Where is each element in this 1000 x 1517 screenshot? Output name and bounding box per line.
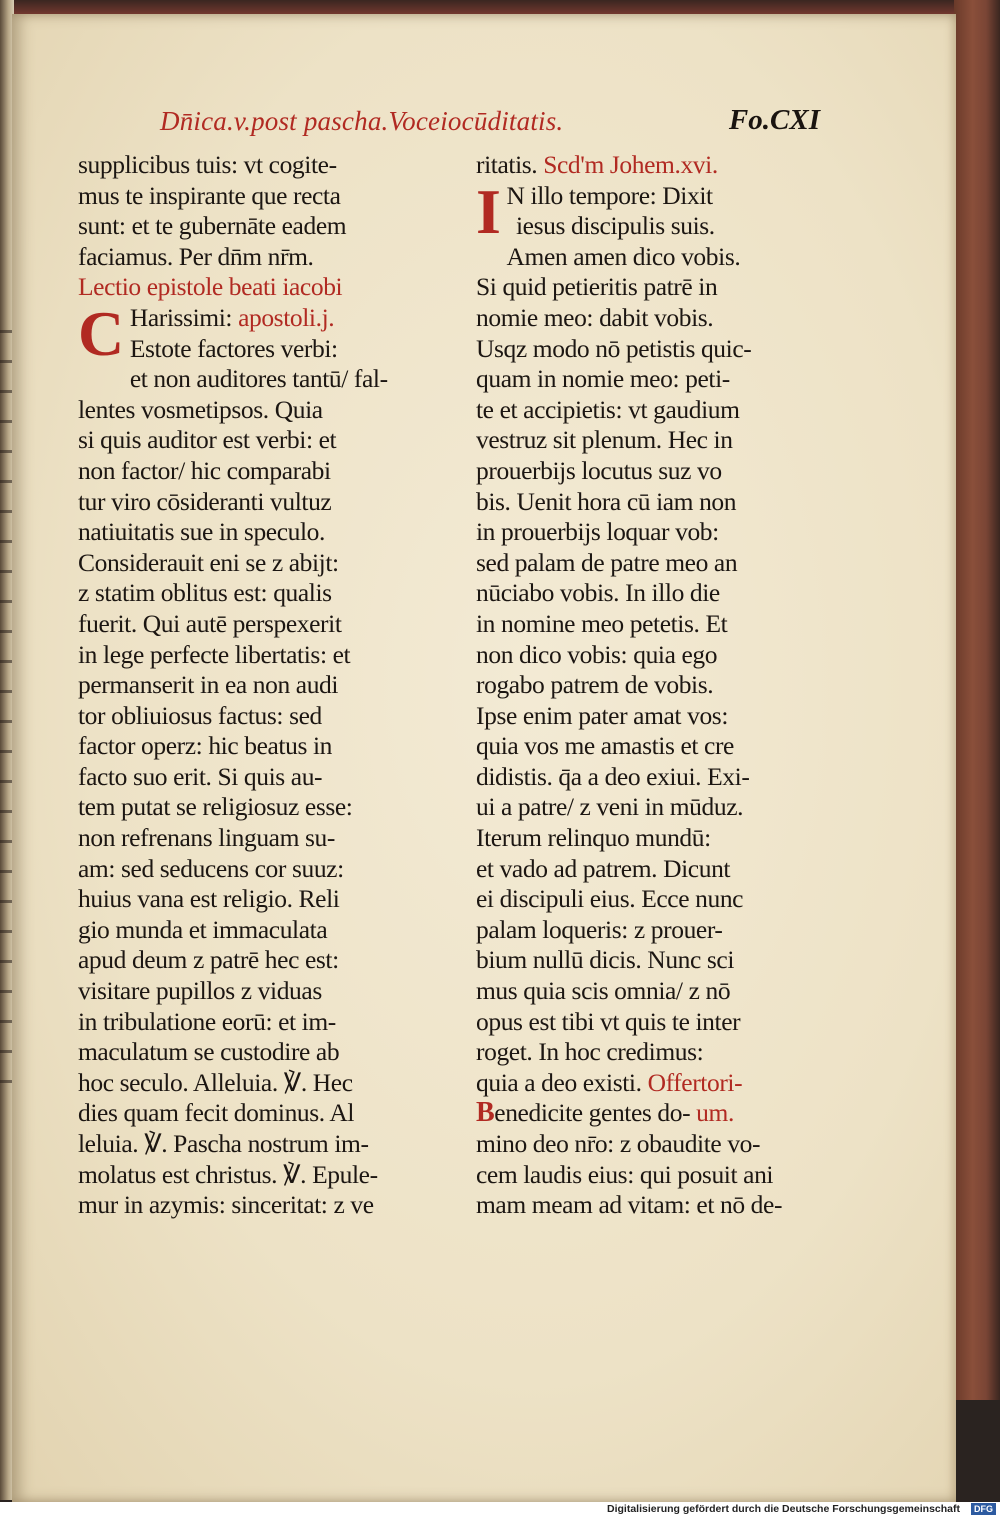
text-line — [78, 1007, 418, 1038]
line-text: rogabo patrem de vobis. — [476, 670, 714, 700]
line-text: huius vana est religio. Reli — [78, 884, 340, 914]
page-header — [160, 100, 820, 148]
line-text: si quis auditor est verbi: et — [78, 425, 337, 455]
text-line — [78, 670, 418, 701]
line-text: Ipse enim pater amat vos: — [476, 700, 728, 730]
line-text: quia a deo existi. — [476, 1067, 648, 1097]
book-cover-board — [954, 0, 1000, 1400]
line-text: permanserit in ea non audi — [78, 670, 339, 700]
text-line — [476, 548, 816, 579]
text-line — [476, 578, 816, 609]
text-line — [476, 670, 816, 701]
line-text: lentes vosmetipsos. Quia — [78, 394, 323, 424]
text-line — [476, 915, 816, 946]
text-line — [78, 242, 418, 273]
line-text: cem laudis eius: qui posuit ani — [476, 1159, 774, 1189]
rubric-text: Offertori- — [647, 1067, 743, 1097]
text-line — [476, 884, 816, 915]
text-line — [476, 945, 816, 976]
running-title: Dn̄ica.v.post pascha.Voceiocūditatis. — [160, 106, 564, 136]
line-text: prouerbijs locutus suz vo — [476, 455, 722, 485]
text-line — [476, 1129, 816, 1160]
text-line — [476, 792, 816, 823]
text-line — [476, 211, 816, 242]
text-line — [78, 1098, 418, 1129]
text-column-right — [476, 150, 816, 1221]
rubric-text: um. — [690, 1098, 734, 1128]
text-line — [476, 1098, 816, 1129]
line-text: non refrenans linguam su- — [78, 823, 335, 853]
line-text: gio munda et immaculata — [78, 914, 328, 944]
text-line — [476, 334, 816, 365]
text-line — [476, 272, 816, 303]
text-line — [476, 823, 816, 854]
line-text: et vado ad patrem. Dicunt — [476, 853, 731, 883]
line-text: iesus discipulis suis. — [516, 211, 715, 241]
line-text: ui a patre/ z veni in mūduz. — [476, 792, 744, 822]
rubric-text: Scd'm Johem.xvi. — [543, 150, 718, 179]
text-line — [476, 701, 816, 732]
text-line — [78, 976, 418, 1007]
line-text: sunt: et te gubernāte eadem — [78, 211, 347, 241]
text-line — [78, 945, 418, 976]
line-text: in tribulatione eorū: et im- — [78, 1006, 336, 1036]
line-text: mus quia scis omnia/ z nō — [476, 976, 731, 1006]
adjacent-page-text-edge — [0, 330, 12, 1090]
text-line — [78, 272, 418, 303]
line-text: non factor/ hic comparabi — [78, 455, 331, 485]
line-text: roget. In hoc credimus: — [476, 1037, 704, 1067]
line-text: molatus est christus. ℣. Epule- — [78, 1159, 378, 1189]
text-line — [78, 915, 418, 946]
line-text: in nomine meo petetis. Et — [476, 608, 728, 638]
text-line — [476, 731, 816, 762]
text-line — [78, 150, 418, 181]
rubricated-initial: I — [476, 175, 501, 247]
line-text: in prouerbijs loquar vob: — [476, 517, 719, 547]
text-line — [476, 487, 816, 518]
line-text: hoc seculo. Alleluia. ℣. Hec — [78, 1067, 353, 1097]
line-text: tor obliuiosus factus: sed — [78, 700, 322, 730]
line-text: supplicibus tuis: vt cogite- — [78, 150, 337, 179]
line-text: mus te inspirante que recta — [78, 180, 341, 210]
line-text: leluia. ℣. Pascha nostrum im- — [78, 1129, 369, 1158]
text-line — [78, 1160, 418, 1191]
line-text: apud deum z patrē hec est: — [78, 945, 339, 975]
line-text: faciamus. Per dn̄m nr̄m. — [78, 241, 314, 271]
line-text: nūciabo vobis. In illo die — [476, 578, 720, 608]
text-line — [78, 395, 418, 426]
text-line — [476, 1037, 816, 1068]
text-line — [78, 181, 418, 212]
line-text: visitare pupillos z viduas — [78, 976, 322, 1006]
text-line — [78, 364, 418, 395]
text-line — [476, 1007, 816, 1038]
line-text: Lectio epistole beati iacobi — [78, 272, 343, 302]
line-text: quia vos me amastis et cre — [476, 731, 734, 761]
line-text: factor operz: hic beatus in — [78, 731, 332, 761]
line-text: palam loqueris: z prouer- — [476, 914, 723, 944]
text-line — [476, 1190, 816, 1221]
line-text: opus est tibi vt quis te inter — [476, 1006, 741, 1036]
rubricated-initial: C — [78, 297, 124, 369]
line-text: facto suo erit. Si quis au- — [78, 761, 323, 791]
text-line — [476, 1068, 816, 1099]
line-text: mino deo nr̄o: z obaudite vo- — [476, 1129, 761, 1158]
text-line — [78, 1068, 418, 1099]
rubricated-initial: B — [476, 1097, 495, 1129]
line-text: am: sed seducens cor suuz: — [78, 853, 344, 883]
line-text: ritatis. — [476, 150, 544, 179]
line-text: te et accipietis: vt gaudium — [476, 394, 740, 424]
text-line — [78, 517, 418, 548]
text-line — [476, 609, 816, 640]
text-line — [78, 334, 418, 365]
text-line — [78, 640, 418, 671]
line-text: mur in azymis: sinceritat: z ve — [78, 1190, 374, 1220]
line-text: maculatum se custodire ab — [78, 1037, 340, 1067]
line-text: tur viro cōsideranti vultuz — [78, 486, 332, 516]
text-line — [476, 640, 816, 671]
text-line — [476, 395, 816, 426]
footer-bar — [0, 1502, 1000, 1517]
text-line — [476, 1160, 816, 1191]
text-line — [78, 578, 418, 609]
line-text: natiuitatis sue in speculo. — [78, 517, 325, 547]
text-line — [78, 854, 418, 885]
text-line — [476, 425, 816, 456]
line-text: z statim oblitus est: qualis — [78, 578, 332, 608]
text-line — [78, 211, 418, 242]
line-text: N illo tempore: Dixit — [506, 180, 713, 210]
line-text: in lege perfecte libertatis: et — [78, 639, 351, 669]
text-line — [476, 303, 816, 334]
text-line — [476, 517, 816, 548]
text-line — [476, 762, 816, 793]
line-text: fuerit. Qui autē perspexerit — [78, 608, 342, 638]
text-line — [78, 609, 418, 640]
text-line — [78, 884, 418, 915]
line-text: Estote factores verbi: — [129, 333, 338, 363]
line-text: non dico vobis: quia ego — [476, 639, 718, 669]
text-line — [476, 242, 816, 273]
dfg-logo: DFG — [971, 1503, 996, 1515]
line-text: vestruz sit plenum. Hec in — [476, 425, 733, 455]
rubric-text: apostoli.j. — [238, 302, 335, 332]
line-text: enedicite gentes do- — [494, 1098, 691, 1128]
text-line — [78, 792, 418, 823]
text-line — [78, 762, 418, 793]
text-line — [476, 364, 816, 395]
folio-number: Fo.CXI — [728, 104, 820, 136]
text-line — [78, 1037, 418, 1068]
text-line — [78, 1129, 418, 1160]
line-text: Considerauit eni se z abijt: — [78, 547, 339, 577]
text-column-left — [78, 150, 418, 1221]
line-text: tem putat se religiosuz esse: — [78, 792, 353, 822]
text-line — [476, 854, 816, 885]
line-text: nomie meo: dabit vobis. — [476, 302, 714, 332]
line-text: Si quid petieritis patrē in — [476, 272, 718, 302]
text-line — [78, 823, 418, 854]
funding-credit: Digitalisierung gefördert durch die Deutsche Forschungsgemeinschaft — [607, 1503, 960, 1515]
line-text: Harissimi: — [129, 302, 239, 332]
line-text: quam in nomie meo: peti- — [476, 364, 730, 394]
line-text: bium nullū dicis. Nunc sci — [476, 945, 735, 975]
line-text: ei discipuli eius. Ecce nunc — [476, 884, 744, 914]
line-text: Amen amen dico vobis. — [506, 241, 741, 271]
text-line — [78, 701, 418, 732]
text-line — [78, 425, 418, 456]
text-line — [476, 150, 816, 181]
line-text: didistis. q̄a a deo exiui. Exi- — [476, 761, 750, 791]
line-text: sed palam de patre meo an — [476, 547, 738, 577]
text-line — [476, 976, 816, 1007]
line-text: mam meam ad vitam: et nō de- — [476, 1190, 783, 1220]
line-text: Iterum relinquo mundū: — [476, 823, 711, 853]
line-text: dies quam fecit dominus. Al — [78, 1098, 355, 1128]
text-line — [78, 548, 418, 579]
line-text: bis. Uenit hora cū iam non — [476, 486, 737, 516]
text-line — [78, 487, 418, 518]
line-text: Usqz modo nō petistis quic- — [476, 333, 752, 363]
line-text: et non auditores tantū/ fal- — [129, 364, 388, 394]
text-line — [78, 1190, 418, 1221]
text-line — [78, 731, 418, 762]
text-line — [476, 456, 816, 487]
text-line — [78, 456, 418, 487]
